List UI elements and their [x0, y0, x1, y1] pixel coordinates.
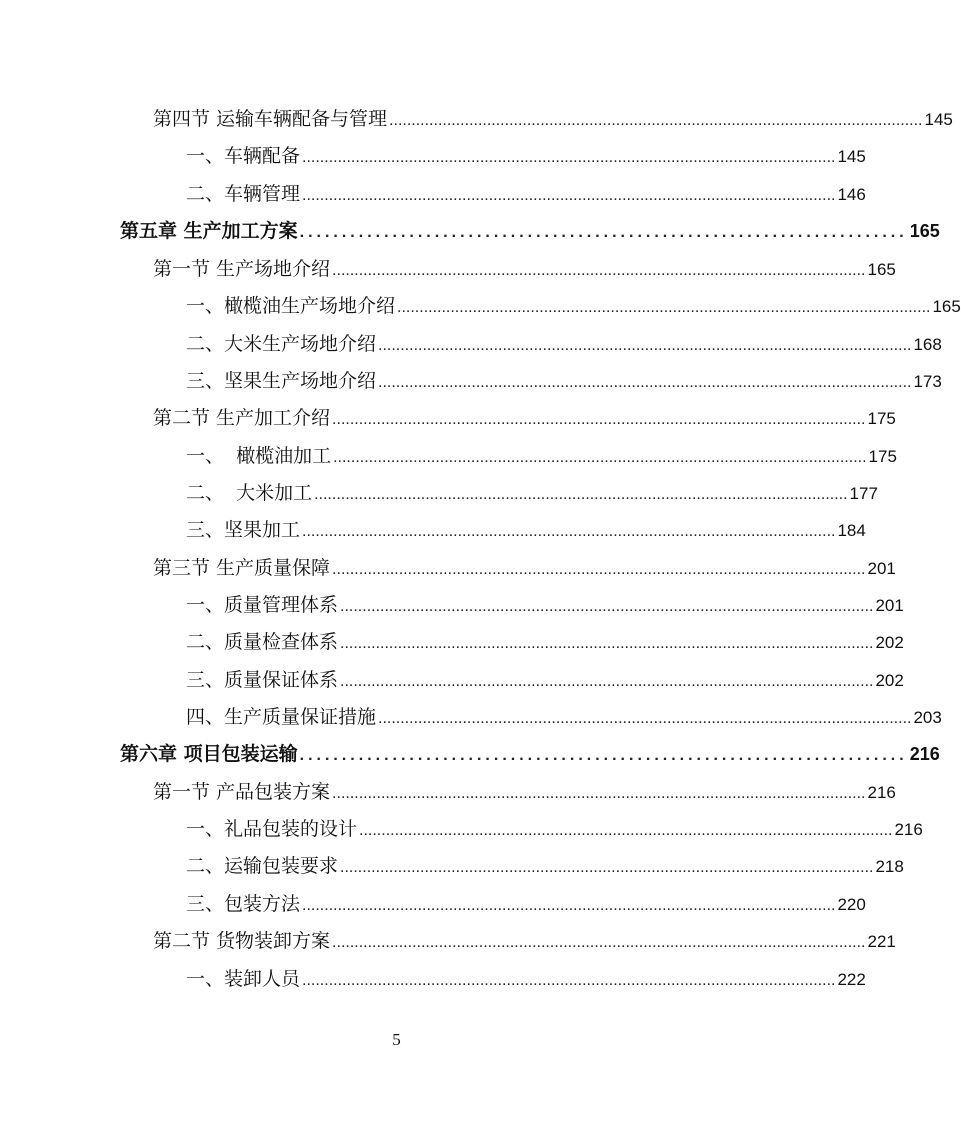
toc-entry-page: 173	[913, 372, 942, 391]
toc-entry-label: 三、坚果生产场地介绍	[186, 370, 377, 392]
toc-entry-label: 四、生产质量保证措施	[186, 706, 377, 728]
toc-entry-page: 222	[837, 970, 866, 989]
dot-leader: ........................................................................................................................	[314, 486, 848, 503]
toc-entry-label: 三、质量保证体系	[186, 669, 339, 691]
toc-entry-page: 165	[909, 221, 940, 241]
toc-entry-page: 202	[875, 671, 904, 690]
toc-entry-page: 145	[924, 110, 953, 129]
dot-leader: ........................................................................................................................	[332, 411, 866, 428]
toc-entry-label: 二、大米生产场地介绍	[186, 333, 377, 355]
dot-leader: ........................................................................................................................	[340, 673, 874, 690]
toc-entry[interactable]	[153, 256, 896, 282]
toc-entry[interactable]	[186, 816, 923, 842]
dot-leader: ........................................................................................................................	[378, 374, 912, 391]
toc-entry-label: 第五章 生产加工方案	[120, 220, 298, 242]
toc-entry-page: 177	[849, 484, 878, 503]
dot-leader: ........................................................................................................................	[332, 934, 866, 951]
toc-entry[interactable]	[153, 928, 896, 954]
toc-entry-page: 201	[867, 559, 896, 578]
dot-leader: ........................................................................................................................	[359, 822, 893, 839]
toc-entry-label: 三、包装方法	[186, 893, 301, 915]
toc-entry[interactable]	[186, 629, 904, 655]
toc-entry[interactable]	[153, 106, 953, 132]
toc-chapter-entry[interactable]	[120, 741, 940, 767]
toc-entry-page: 168	[913, 335, 942, 354]
toc-entry-page: 220	[837, 895, 866, 914]
dot-leader: ........................................................................................................................	[397, 299, 931, 316]
toc-entry-page: 175	[867, 409, 896, 428]
toc-entry-page: 165	[867, 260, 896, 279]
toc-entry-label: 二、车辆管理	[186, 183, 301, 205]
dot-leader: ........................................................................................................................	[378, 710, 912, 727]
dot-leader: ........................................................................................................................	[302, 149, 836, 166]
toc-entry-label: 第一节 生产场地介绍	[153, 258, 331, 280]
toc-entry-page: 216	[867, 783, 896, 802]
toc-entry-label: 第三节 生产质量保障	[153, 557, 331, 579]
toc-entry-label: 一、质量管理体系	[186, 594, 339, 616]
toc-entry-page: 145	[837, 147, 866, 166]
toc-entry[interactable]	[186, 143, 866, 169]
dot-leader: ........................................................................................................................	[302, 972, 836, 989]
toc-entry[interactable]	[186, 368, 942, 394]
toc-entry-label: 二、质量检查体系	[186, 631, 339, 653]
toc-entry-label: 第二节 生产加工介绍	[153, 407, 331, 429]
toc-entry[interactable]	[186, 181, 866, 207]
dot-leader: ........................................................................................................................	[302, 523, 836, 540]
toc-entry-page: 184	[837, 521, 866, 540]
dot-leader: ........................................................................................................................	[389, 112, 923, 129]
toc-entry-label: 一、橄榄油生产场地介绍	[186, 295, 396, 317]
toc-entry-page: 146	[837, 185, 866, 204]
toc-entry-label: 第四节 运输车辆配备与管理	[153, 108, 388, 130]
toc-entry-label: 一、 橄榄油加工	[186, 445, 332, 467]
page-number: 5	[392, 1030, 401, 1049]
toc-entry-page: 221	[867, 932, 896, 951]
toc-entry-page: 175	[868, 447, 897, 466]
toc-entry[interactable]	[186, 667, 904, 693]
toc-entry[interactable]	[186, 331, 942, 357]
toc-entry-label: 二、运输包装要求	[186, 855, 339, 877]
toc-entry[interactable]	[186, 891, 866, 917]
toc-entry-page: 202	[875, 633, 904, 652]
toc-entry[interactable]	[186, 517, 866, 543]
toc-entry-label: 一、装卸人员	[186, 968, 301, 990]
toc-entry-label: 一、车辆配备	[186, 145, 301, 167]
toc-entry[interactable]	[186, 480, 878, 506]
dot-leader: ........................................................................................................................	[340, 635, 874, 652]
dot-leader: ........................................................................................................................	[332, 785, 866, 802]
toc-entry[interactable]	[186, 704, 942, 730]
toc-entry-page: 165	[932, 297, 961, 316]
toc-entry-page: 203	[913, 708, 942, 727]
toc-entry[interactable]	[186, 853, 904, 879]
toc-entry-page: 216	[894, 820, 923, 839]
dot-leader: ........................................................................................................................	[302, 187, 836, 204]
toc-chapter-entry[interactable]	[120, 218, 940, 244]
toc-entry-label: 第一节 产品包装方案	[153, 781, 331, 803]
toc-entry-page: 201	[875, 596, 904, 615]
toc-entry[interactable]	[186, 966, 866, 992]
toc-entry-label: 一、礼品包装的设计	[186, 818, 358, 840]
dot-leader: ........................................................................................................................	[378, 337, 912, 354]
toc-entry[interactable]	[186, 293, 961, 319]
dot-leader: ........................................................................	[299, 747, 908, 764]
dot-leader: ........................................................................................................................	[302, 897, 836, 914]
toc-entry[interactable]	[186, 592, 904, 618]
toc-entry[interactable]	[153, 405, 896, 431]
toc-entry[interactable]	[153, 555, 896, 581]
dot-leader: ........................................................................................................................	[333, 449, 867, 466]
toc-entry[interactable]	[186, 443, 897, 469]
toc-entry-label: 三、坚果加工	[186, 519, 301, 541]
dot-leader: ........................................................................................................................	[332, 561, 866, 578]
toc-entry-page: 218	[875, 857, 904, 876]
dot-leader: ........................................................................	[299, 224, 908, 241]
toc-entry-page: 216	[909, 744, 940, 764]
toc-entry-label: 第六章 项目包装运输	[120, 743, 298, 765]
dot-leader: ........................................................................................................................	[340, 859, 874, 876]
dot-leader: ........................................................................................................................	[332, 262, 866, 279]
dot-leader: ........................................................................................................................	[340, 598, 874, 615]
toc-entry-label: 第二节 货物装卸方案	[153, 930, 331, 952]
toc-entry[interactable]	[153, 779, 896, 805]
toc-entry-label: 二、 大米加工	[186, 482, 313, 504]
